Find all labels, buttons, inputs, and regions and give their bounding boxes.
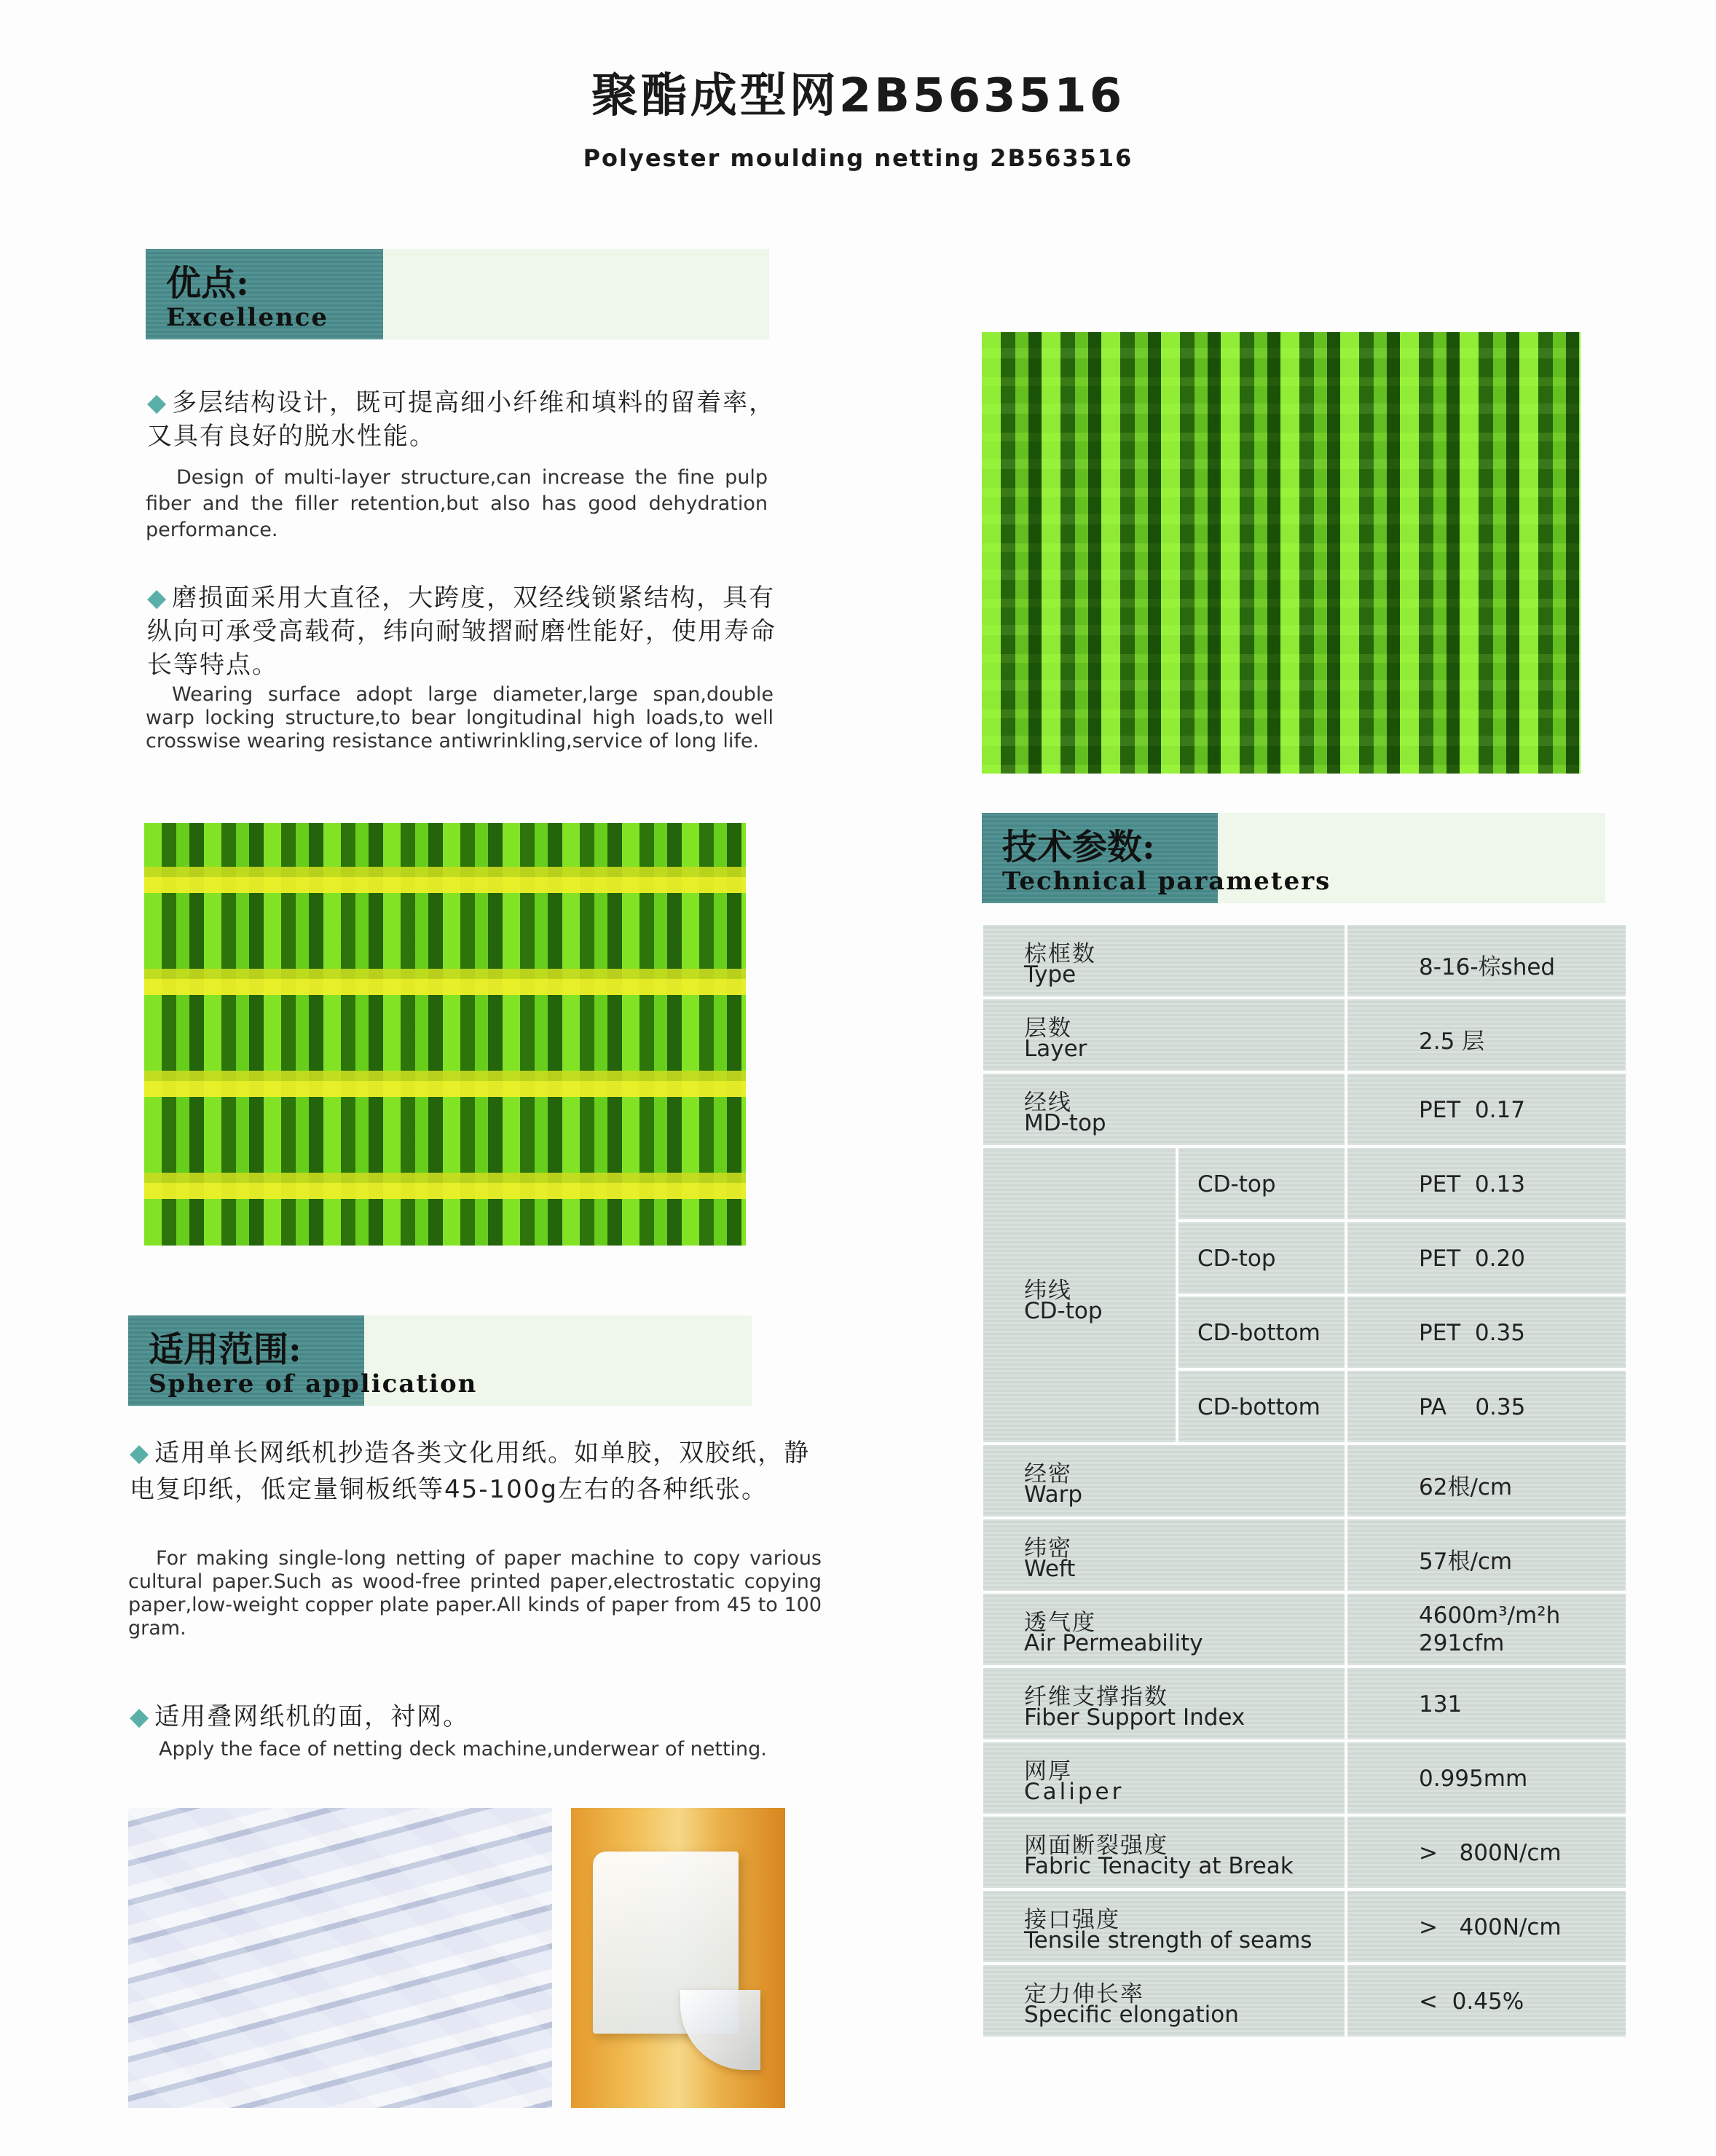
technical-header-en: Technical parameters bbox=[1002, 867, 1331, 896]
netting-closeup-image-green bbox=[982, 332, 1581, 774]
page-subtitle: Polyester moulding netting 2B563516 bbox=[583, 144, 1133, 172]
application-item-1-en: For making single-long netting of paper machine to copy various cultural paper.Such as wood-free printed paper,electrostatic copying paper,low-weight copper plate paper.All kinds of paper from 45 to 100 gram. bbox=[128, 1547, 822, 1640]
table-row-value: 8-16-棕shed bbox=[1347, 925, 1629, 999]
table-row-label: 透气度 Air Permeability bbox=[983, 1594, 1347, 1668]
diamond-bullet-icon: ◆ bbox=[147, 388, 168, 417]
technical-header bbox=[982, 813, 1605, 903]
excellence-item-2-en: Wearing surface adopt large diameter,large span,double warp locking structure,to bear longitudinal high loads,to well crosswise wearing resistance antiwrinkling,service of long life. bbox=[146, 683, 774, 752]
table-row-value: PET 0.17 bbox=[1347, 1074, 1629, 1148]
table-row-label: 棕框数 Type bbox=[983, 925, 1347, 999]
application-item-2-cn: ◆ 适用叠网纸机的面，衬网。 bbox=[130, 1702, 470, 1731]
table-row-label: 纤维支撑指数 Fiber Support Index bbox=[983, 1668, 1347, 1742]
excellence-item-1-cn: ◆ 多层结构设计，既可提高细小纤维和填料的留着率，又具有良好的脱水性能。 bbox=[147, 388, 776, 451]
netting-closeup-image-yellow-green bbox=[144, 823, 746, 1246]
technical-header-cn: 技术参数: bbox=[1002, 827, 1155, 867]
paper-sheets-image bbox=[128, 1808, 552, 2108]
table-row-value: 62根/cm bbox=[1347, 1445, 1629, 1519]
table-row-value: > 400N/cm bbox=[1347, 1891, 1629, 1965]
table-row-label: 网面断裂强度 Fabric Tenacity at Break bbox=[983, 1817, 1347, 1891]
technical-parameters-table bbox=[983, 925, 1629, 2045]
table-row-value: PA 0.35 bbox=[1347, 1371, 1629, 1445]
table-subrow-label: CD-bottom bbox=[1178, 1371, 1347, 1445]
table-row-label: 接口强度 Tensile strength of seams bbox=[983, 1891, 1347, 1965]
table-row-label: 纬线 CD-top bbox=[983, 1148, 1178, 1445]
table-row-value: PET 0.35 bbox=[1347, 1297, 1629, 1371]
application-item-1-cn: ◆ 适用单长网纸机抄造各类文化用纸。如单胶，双胶纸，静电复印纸，低定量铜板纸等45-100g左右的各种纸张。 bbox=[130, 1439, 811, 1504]
application-item-2-en: Apply the face of netting deck machine,underwear of netting. bbox=[159, 1738, 767, 1760]
table-row-value: 2.5 层 bbox=[1347, 999, 1629, 1074]
table-row-value: 4600m³/m²h 291cfm bbox=[1347, 1594, 1629, 1668]
table-row-value: < 0.45% bbox=[1347, 1965, 1629, 2039]
table-row-value: 131 bbox=[1347, 1668, 1629, 1742]
table-row-label: 经线 MD-top bbox=[983, 1074, 1347, 1148]
excellence-header-en: Excellence bbox=[166, 303, 329, 332]
film-curl-shape bbox=[680, 1990, 760, 2070]
excellence-item-1-en: Design of multi-layer structure,can increase the fine pulp fiber and the filler retention,but also has good dehydration performance. bbox=[146, 466, 768, 541]
film-sheet-image bbox=[571, 1808, 785, 2108]
table-row-label: 网厚 Caliper bbox=[983, 1742, 1347, 1817]
diamond-bullet-icon: ◆ bbox=[130, 1439, 151, 1468]
table-subrow-label: CD-bottom bbox=[1178, 1297, 1347, 1371]
application-header-en: Sphere of application bbox=[149, 1369, 478, 1398]
diamond-bullet-icon: ◆ bbox=[147, 583, 168, 613]
excellence-item-2-cn: ◆ 磨损面采用大直径，大跨度，双经线锁紧结构，具有纵向可承受高载荷，纬向耐皱摺耐磨性能好，使用寿命长等特点。 bbox=[147, 583, 776, 680]
table-row-value: PET 0.20 bbox=[1347, 1222, 1629, 1297]
table-row-value: > 800N/cm bbox=[1347, 1817, 1629, 1891]
table-row-value: 57根/cm bbox=[1347, 1519, 1629, 1594]
excellence-header-cn: 优点: bbox=[166, 263, 249, 304]
diamond-bullet-icon: ◆ bbox=[130, 1702, 151, 1731]
excellence-header bbox=[146, 249, 769, 339]
table-row-value: PET 0.13 bbox=[1347, 1148, 1629, 1222]
table-row-label: 层数 Layer bbox=[983, 999, 1347, 1074]
table-subrow-label: CD-top bbox=[1178, 1148, 1347, 1222]
page-title: 聚酯成型网2B563516 bbox=[591, 69, 1125, 123]
table-row-label: 定力伸长率 Specific elongation bbox=[983, 1965, 1347, 2039]
table-subrow-label: CD-top bbox=[1178, 1222, 1347, 1297]
application-header bbox=[128, 1315, 752, 1406]
table-row-label: 纬密 Weft bbox=[983, 1519, 1347, 1594]
application-header-cn: 适用范围: bbox=[149, 1329, 302, 1370]
table-row-value: 0.995mm bbox=[1347, 1742, 1629, 1817]
table-row-label: 经密 Warp bbox=[983, 1445, 1347, 1519]
